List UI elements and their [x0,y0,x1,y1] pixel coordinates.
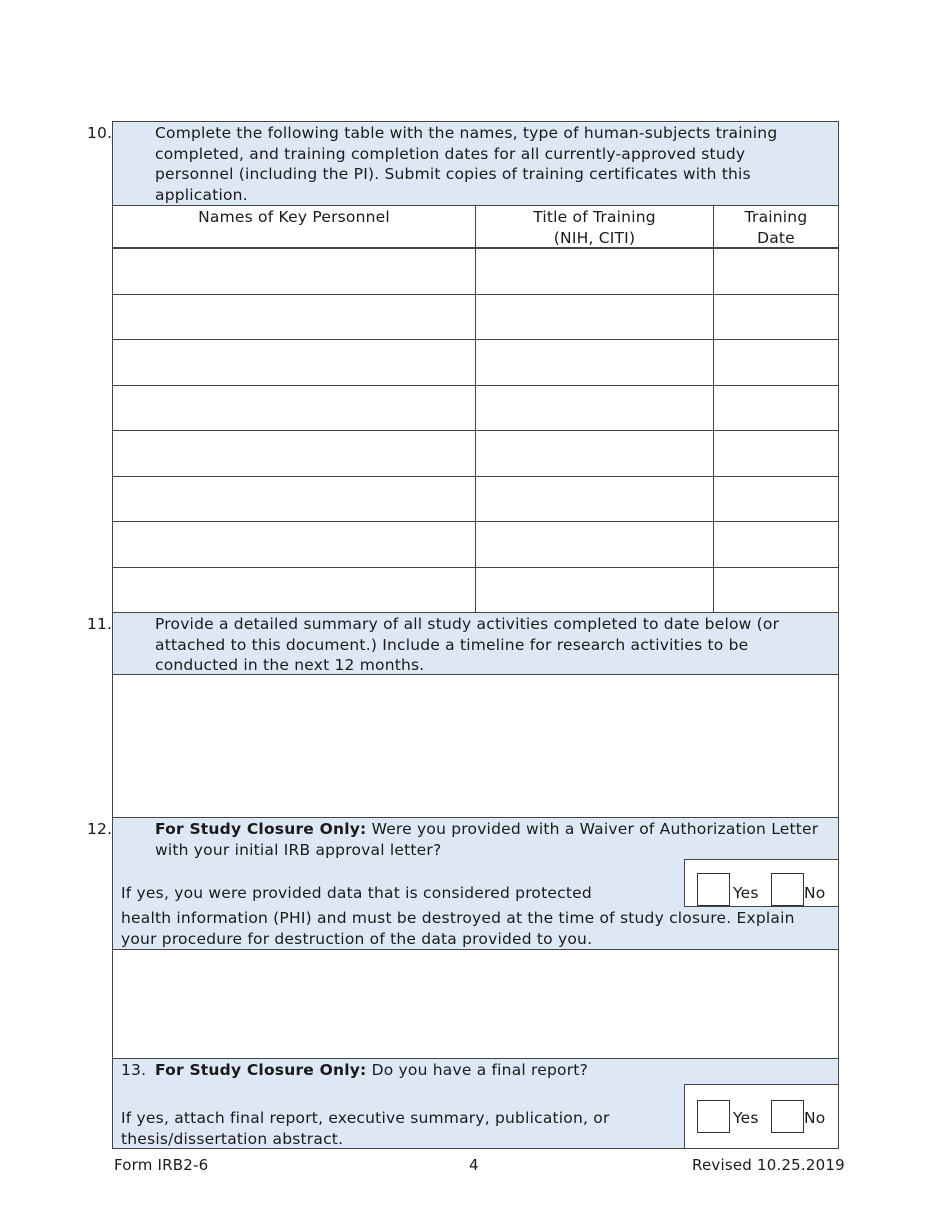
question-10 [87,122,838,205]
personnel-training-title-cell[interactable] [475,385,714,432]
question-12-no-label: No [804,884,826,902]
question-11-number: 11. [87,615,113,633]
question-13-no-checkbox[interactable] [771,1100,804,1133]
personnel-training-date-cell[interactable] [713,476,839,523]
personnel-training-date-cell[interactable] [713,339,839,386]
question-10-number: 10. [87,124,113,142]
personnel-training-date-cell[interactable] [713,248,839,295]
col-header-date: Training Date [713,205,839,248]
question-12-answer-area[interactable] [113,949,838,1059]
personnel-training-title-cell[interactable] [475,521,714,568]
question-10-text: Complete the following table with the names, type of human-subjects training completed, and training completion dates for all currently-approved study personnel (including the PI). Submit copies of training certificates with this application. [155,124,778,204]
question-11-text: Provide a detailed summary of all study activities completed to date below (or attached to this document.) Include a timeline for research activities to be conducted in the next 12 months. [155,615,780,674]
question-12-yesno-group [684,859,838,907]
personnel-training-title-cell[interactable] [475,476,714,523]
question-12-yes-label: Yes [733,884,759,902]
personnel-training-date-cell[interactable] [713,430,839,477]
personnel-training-date-cell[interactable] [713,294,839,341]
personnel-training-date-cell[interactable] [713,567,839,614]
personnel-training-title-cell[interactable] [475,567,714,614]
personnel-training-title-cell[interactable] [475,248,714,295]
question-12-followup-rest: health information (PHI) and must be destroyed at the time of study closure. Explain your procedure for destruction of the data provided to you. [121,909,795,948]
question-12-bold-label: For Study Closure Only: [155,820,367,838]
personnel-name-cell[interactable] [112,339,476,386]
question-12-followup-line1: If yes, you were provided data that is considered protected [121,884,592,902]
question-13-text: Do you have a final report? [371,1061,588,1079]
question-11-answer-area[interactable] [113,674,838,818]
question-12-text: Were you provided with a Waiver of Authorization Letter with your initial IRB approval letter? [155,820,819,859]
question-13-bold-label: For Study Closure Only: [155,1061,367,1079]
personnel-training-title-cell[interactable] [475,294,714,341]
footer-form-id: Form IRB2-6 [114,1156,209,1174]
personnel-name-cell[interactable] [112,567,476,614]
question-11 [87,612,838,674]
footer-page-number: 4 [469,1156,479,1174]
question-13-yesno-group [684,1084,838,1148]
personnel-name-cell[interactable] [112,294,476,341]
personnel-name-cell[interactable] [112,385,476,432]
personnel-training-date-cell[interactable] [713,521,839,568]
personnel-name-cell[interactable] [112,430,476,477]
personnel-training-title-cell[interactable] [475,430,714,477]
question-13-number: 13. [121,1061,147,1079]
personnel-name-cell[interactable] [112,248,476,295]
personnel-training-title-cell[interactable] [475,339,714,386]
question-13-yes-checkbox[interactable] [697,1100,730,1133]
question-13-followup: If yes, attach final report, executive summary, publication, or thesis/dissertation abstract. [121,1109,610,1148]
personnel-training-date-cell[interactable] [713,385,839,432]
col-header-title: Title of Training (NIH, CITI) [475,205,714,248]
personnel-name-cell[interactable] [112,476,476,523]
personnel-name-cell[interactable] [112,521,476,568]
question-12-no-checkbox[interactable] [771,873,804,906]
question-12-number: 12. [87,820,113,838]
question-12-yes-checkbox[interactable] [697,873,730,906]
question-13-no-label: No [804,1109,826,1127]
footer-revised-date: Revised 10.25.2019 [692,1156,845,1174]
question-13-yes-label: Yes [733,1109,759,1127]
col-header-names: Names of Key Personnel [112,205,476,248]
